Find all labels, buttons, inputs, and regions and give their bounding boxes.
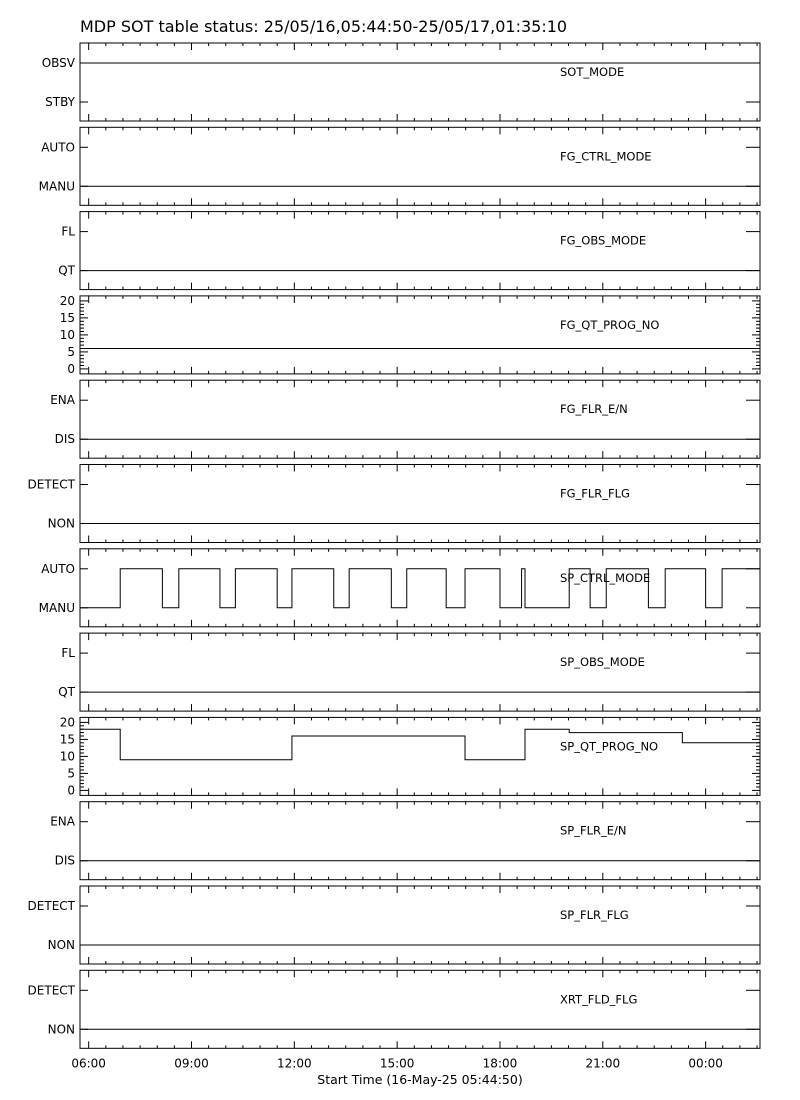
panel-frame — [80, 802, 760, 880]
panel-fg-flr-e-n — [50, 380, 760, 458]
panel-fg-obs-mode — [58, 212, 760, 290]
panel-label: FG_FLR_E/N — [560, 402, 628, 417]
y-tick-label: FL — [61, 224, 75, 239]
y-tick-label: DETECT — [27, 477, 75, 492]
panel-label: SP_QT_PROG_NO — [560, 739, 659, 754]
panel-label: XRT_FLD_FLG — [560, 992, 638, 1007]
panel-label: SP_CTRL_MODE — [560, 570, 651, 585]
y-tick-label: 5 — [67, 766, 75, 781]
panel-xrt-fld-flg — [28, 970, 760, 1048]
panel-frame — [80, 380, 760, 458]
panel-sp-flr-e-n — [50, 802, 760, 880]
panel-sp-qt-prog-no — [60, 715, 760, 797]
x-tick-label: 15:00 — [379, 1056, 415, 1071]
panel-sp-ctrl-mode — [39, 549, 760, 627]
y-tick-label: ENA — [50, 814, 75, 829]
y-tick-label: 10 — [59, 749, 75, 764]
panel-fg-qt-prog-no — [60, 294, 760, 376]
y-tick-label: 20 — [59, 715, 75, 730]
panel-frame — [80, 127, 760, 205]
y-tick-label: DETECT — [27, 899, 75, 913]
y-tick-label: DETECT — [27, 983, 75, 998]
y-tick-label: 5 — [67, 344, 75, 359]
y-tick-label: 15 — [59, 732, 75, 747]
panel-fg-flr-flg — [28, 465, 760, 543]
y-tick-label: FL — [61, 646, 75, 661]
y-tick-label: ENA — [50, 393, 75, 408]
y-tick-label: OBSV — [41, 56, 75, 70]
x-tick-label: 09:00 — [174, 1056, 209, 1071]
y-tick-label: 20 — [59, 293, 75, 308]
panel-frame — [80, 549, 760, 627]
panel-label: SP_OBS_MODE — [560, 655, 645, 670]
panel-label: SP_FLR_E/N — [560, 823, 627, 838]
x-axis — [71, 1056, 723, 1070]
panel-label: SP_FLR_FLG — [560, 908, 629, 922]
panel-sp-obs-mode — [58, 633, 760, 711]
series-line — [80, 569, 760, 608]
y-tick-label: NON — [47, 516, 75, 531]
y-tick-label: DIS — [54, 853, 75, 868]
x-tick-label: 18:00 — [482, 1056, 518, 1071]
x-tick-label: 21:00 — [585, 1056, 621, 1071]
x-tick-label: 06:00 — [71, 1056, 106, 1071]
panel-label: FG_QT_PROG_NO — [560, 317, 660, 332]
panel-sot-mode — [42, 43, 760, 121]
figure-title: MDP SOT table status: 25/05/16,05:44:50-25/05/17,01:35:10 — [80, 17, 568, 36]
y-tick-label: NON — [47, 938, 75, 952]
panel-label: SOT_MODE — [560, 65, 625, 79]
panel-frame — [80, 43, 760, 121]
y-tick-label: QT — [58, 263, 75, 278]
panel-label: FG_FLR_FLG — [560, 486, 630, 501]
panel-label: FG_CTRL_MODE — [560, 149, 652, 164]
panel-sp-flr-flg — [28, 886, 760, 964]
panels — [28, 43, 760, 1048]
panel-label: FG_OBS_MODE — [560, 233, 647, 248]
x-axis-label: Start Time (16-May-25 05:44:50) — [317, 1072, 523, 1087]
panel-frame — [80, 212, 760, 290]
y-tick-label: MANU — [38, 600, 75, 615]
y-tick-label: DIS — [54, 432, 75, 447]
y-tick-label: NON — [47, 1022, 75, 1037]
y-tick-label: 0 — [67, 361, 75, 376]
y-tick-label: STBY — [45, 95, 75, 109]
y-tick-label: MANU — [38, 179, 75, 194]
panel-frame — [80, 465, 760, 543]
y-tick-label: 15 — [59, 310, 75, 325]
panel-frame — [80, 886, 760, 964]
x-tick-label: 12:00 — [277, 1056, 312, 1071]
y-tick-label: AUTO — [41, 561, 75, 576]
y-tick-label: AUTO — [41, 140, 75, 155]
y-tick-label: 0 — [67, 783, 75, 798]
panel-frame — [80, 296, 760, 374]
y-tick-label: QT — [58, 685, 75, 700]
panel-frame — [80, 717, 760, 795]
panel-frame — [80, 633, 760, 711]
x-tick-label: 00:00 — [688, 1056, 723, 1071]
panel-frame — [80, 970, 760, 1048]
panel-fg-ctrl-mode — [39, 127, 760, 205]
y-tick-label: 10 — [59, 327, 75, 342]
